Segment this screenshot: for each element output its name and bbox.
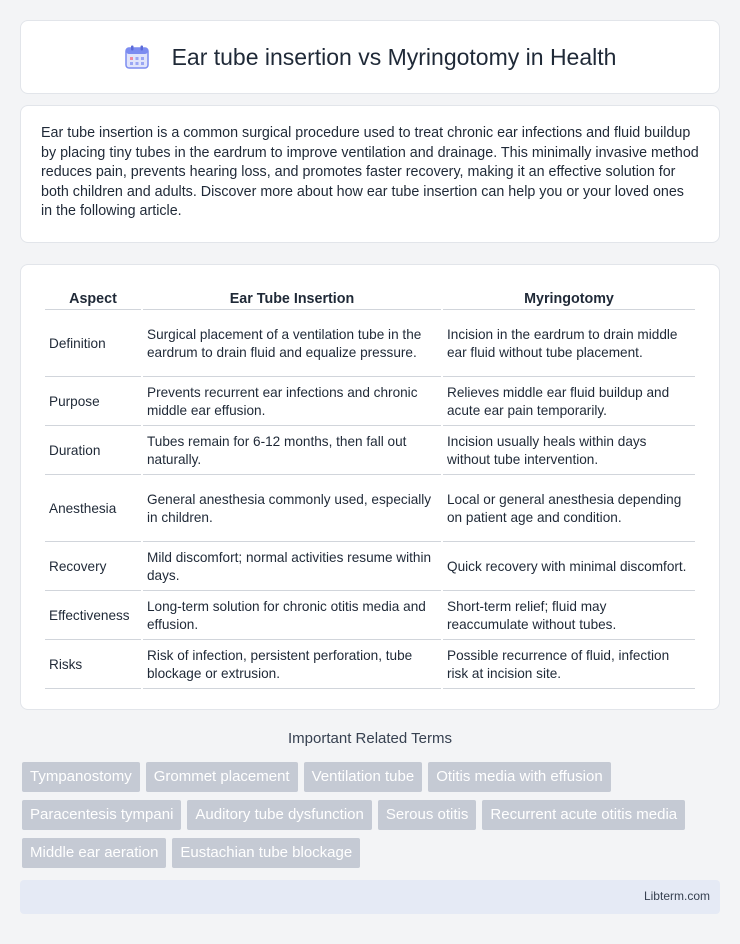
related-terms-list	[22, 762, 722, 868]
row-aspect: Anesthesia	[45, 477, 141, 542]
table-row	[45, 428, 695, 475]
column-header-ear-tube: Ear Tube Insertion	[143, 287, 441, 310]
row-aspect: Risks	[45, 642, 141, 689]
table-row	[45, 312, 695, 377]
related-term-tag[interactable]: Eustachian tube blockage	[172, 838, 360, 868]
row-myringotomy: Incision in the eardrum to drain middle ear fluid without tube placement.	[443, 312, 695, 377]
calendar-icon	[124, 44, 150, 70]
related-term-tag[interactable]: Serous otitis	[378, 800, 477, 830]
table-row	[45, 642, 695, 689]
row-aspect: Purpose	[45, 379, 141, 426]
table-row	[45, 593, 695, 640]
title-card	[20, 20, 720, 94]
row-myringotomy: Local or general anesthesia depending on patient age and condition.	[443, 477, 695, 542]
comparison-card	[20, 264, 720, 710]
row-aspect: Effectiveness	[45, 593, 141, 640]
row-aspect: Duration	[45, 428, 141, 475]
row-aspect: Recovery	[45, 544, 141, 591]
table-row	[45, 379, 695, 426]
related-term-tag[interactable]: Ventilation tube	[304, 762, 423, 792]
related-term-tag[interactable]: Otitis media with effusion	[428, 762, 610, 792]
row-myringotomy: Possible recurrence of fluid, infection risk at incision site.	[443, 642, 695, 689]
row-myringotomy: Short-term relief; fluid may reaccumulate without tubes.	[443, 593, 695, 640]
related-term-tag[interactable]: Auditory tube dysfunction	[187, 800, 371, 830]
row-myringotomy: Incision usually heals within days without tube intervention.	[443, 428, 695, 475]
table-row	[45, 544, 695, 591]
row-myringotomy: Quick recovery with minimal discomfort.	[443, 544, 695, 591]
row-ear-tube: Tubes remain for 6-12 months, then fall out naturally.	[143, 428, 441, 475]
column-header-aspect: Aspect	[45, 287, 141, 310]
footer-brand-link[interactable]: Libterm.com	[643, 889, 710, 903]
row-myringotomy: Relieves middle ear fluid buildup and acute ear pain temporarily.	[443, 379, 695, 426]
footer	[20, 880, 720, 914]
table-row	[45, 477, 695, 542]
related-term-tag[interactable]: Tympanostomy	[22, 762, 140, 792]
comparison-table	[43, 285, 697, 691]
related-term-tag[interactable]: Paracentesis tympani	[22, 800, 181, 830]
related-term-tag[interactable]: Grommet placement	[146, 762, 298, 792]
related-term-tag[interactable]: Recurrent acute otitis media	[482, 800, 685, 830]
row-ear-tube: Mild discomfort; normal activities resume within days.	[143, 544, 441, 591]
intro-card	[20, 105, 720, 243]
row-ear-tube: Risk of infection, persistent perforation, tube blockage or extrusion.	[143, 642, 441, 689]
intro-text: Ear tube insertion is a common surgical procedure used to treat chronic ear infections and fluid buildup by placing tiny tubes in the eardrum to improve ventilation and drainage. This minimally invasive method reduces pain, prevents hearing loss, and promotes faster recovery, making it an effective solution for both children and adults. Discover more about how ear tube insertion can help you or your loved ones in the following article.	[41, 125, 699, 219]
related-term-tag[interactable]: Middle ear aeration	[22, 838, 166, 868]
related-terms-heading: Important Related Terms	[288, 730, 452, 747]
row-ear-tube: Surgical placement of a ventilation tube in the eardrum to drain fluid and equalize pressure.	[143, 312, 441, 377]
row-ear-tube: General anesthesia commonly used, especially in children.	[143, 477, 441, 542]
row-ear-tube: Long-term solution for chronic otitis media and effusion.	[143, 593, 441, 640]
table-header-row	[45, 287, 695, 310]
row-aspect: Definition	[45, 312, 141, 377]
row-ear-tube: Prevents recurrent ear infections and chronic middle ear effusion.	[143, 379, 441, 426]
column-header-myringotomy: Myringotomy	[443, 287, 695, 310]
page-title: Ear tube insertion vs Myringotomy in Health	[171, 43, 617, 70]
